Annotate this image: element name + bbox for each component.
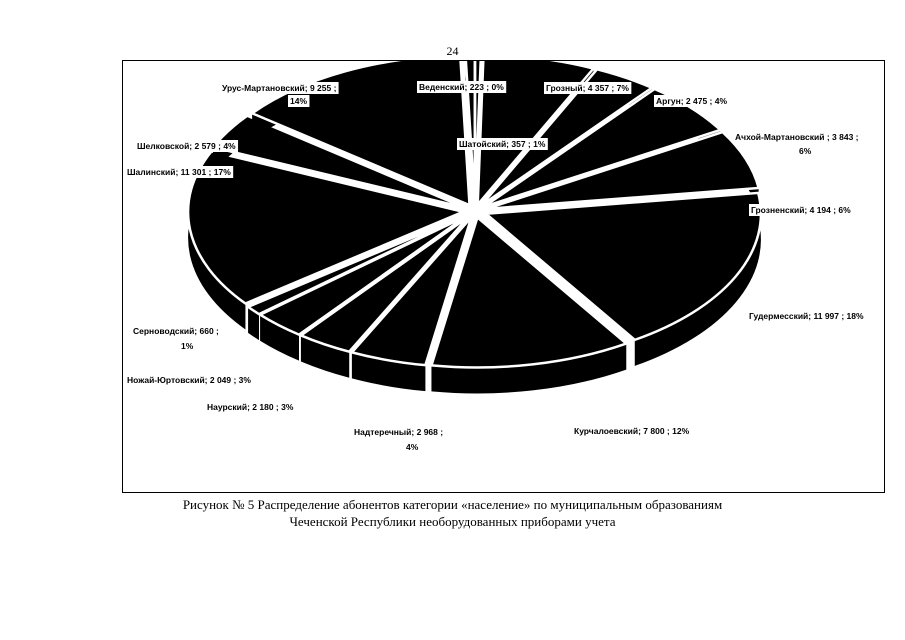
slice-label-percent-14: 14% (290, 96, 308, 106)
slice-label-13: Шелковской; 2 579 ; 4% (137, 141, 236, 151)
slice-label-3: Аргун; 2 475 ; 4% (656, 96, 728, 106)
slice-label-1: Веденский; 223 ; 0% (419, 82, 504, 92)
slice-label-12: Шалинский; 11 301 ; 17% (127, 167, 231, 177)
figure-caption-line2: Чеченской Республики необорудованных приборами учета (289, 514, 616, 529)
slice-label-14: Урус-Мартановский; 9 255 ; (222, 83, 337, 93)
slice-label-11: Серноводский; 660 ; (133, 326, 219, 336)
slice-label-9: Наурский; 2 180 ; 3% (207, 402, 294, 412)
pie-chart (123, 61, 886, 494)
slice-label-percent-11: 1% (181, 341, 194, 351)
slice-label-6: Гудермесский; 11 997 ; 18% (749, 311, 864, 321)
slice-label-10: Ножай-Юртовский; 2 049 ; 3% (127, 375, 251, 385)
slice-label-percent-8: 4% (406, 442, 419, 452)
slice-label-4: Ачхой-Мартановский ; 3 843 ; (735, 132, 859, 142)
slice-label-7: Курчалоевский; 7 800 ; 12% (574, 426, 690, 436)
slice-label-8: Надтеречный; 2 968 ; (354, 427, 444, 437)
slice-label-5: Грозненский; 4 194 ; 6% (751, 205, 851, 215)
chart-frame (122, 60, 885, 493)
slice-label-2: Грозный; 4 357 ; 7% (546, 83, 629, 93)
slices-layer (188, 61, 761, 393)
slice-label-percent-4: 6% (799, 146, 812, 156)
slice-label-15: Шатойский; 357 ; 1% (459, 139, 546, 149)
page-number: 24 (446, 44, 459, 58)
figure-caption-line1: Рисунок № 5 Распределение абонентов категории «население» по муниципальным образованиям (182, 497, 723, 512)
